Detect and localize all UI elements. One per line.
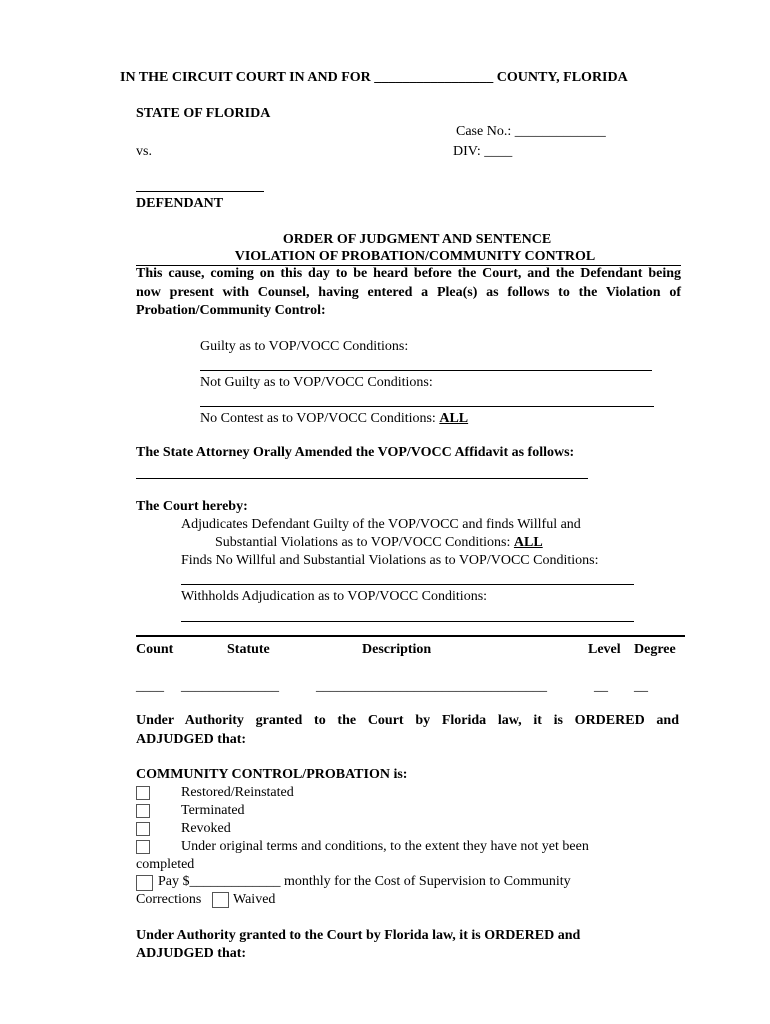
table-header-statute: Statute [227,642,270,657]
waived-label: Waived [233,892,276,907]
versus-label: vs. [136,144,152,159]
ordered-line-1: Under Authority granted to the Court by Florida law, it is ORDERED and [136,713,679,728]
defendant-label: DEFENDANT [136,196,224,211]
plea-guilty-line [200,370,652,371]
table-cell-description: _________________________________ [316,679,547,694]
plea-no-contest-label: No Contest as to VOP/VOCC Conditions: [200,411,440,426]
intro-line-1: This cause, coming on this day to be heard before the Court, and the Defendant being [136,266,681,281]
restored-label: Restored/Reinstated [181,785,294,800]
withholds-adjudication: Withholds Adjudication as to VOP/VOCC Conditions: [181,589,488,604]
corrections-label: Corrections [136,892,202,907]
adjudicates-line-2 [215,535,543,551]
plea-no-contest-value: ALL [439,411,469,426]
plea-not-guilty-line [200,406,654,407]
defendant-name-line [136,191,264,192]
adjudicates-line-1: Adjudicates Defendant Guilty of the VOP/VOCC and finds Willful and [181,517,581,532]
table-header-description: Description [362,642,432,657]
amended-line [136,478,588,479]
plaintiff-name: STATE OF FLORIDA [136,106,271,121]
document-title: ORDER OF JUDGMENT AND SENTENCE [282,232,552,247]
original-terms-label: Under original terms and conditions, to the extent they have not yet been [181,839,589,854]
revoked-checkbox[interactable] [136,822,150,836]
terminated-label: Terminated [181,803,245,818]
court-heading: IN THE CIRCUIT COURT IN AND FOR _________________ COUNTY, FLORIDA [120,70,628,85]
restored-checkbox[interactable] [136,786,150,800]
plea-guilty: Guilty as to VOP/VOCC Conditions: [200,339,409,354]
terminated-checkbox[interactable] [136,804,150,818]
original-terms-continued: completed [136,857,195,872]
table-header-level: Level [588,642,621,657]
original-terms-checkbox[interactable] [136,840,150,854]
finds-no-line [181,584,634,585]
amended-heading: The State Attorney Orally Amended the VOP/VOCC Affidavit as follows: [136,445,575,460]
ordered2-line-2: ADJUDGED that: [136,946,247,961]
table-cell-count: ____ [136,679,164,694]
table-header-count: Count [136,642,174,657]
plea-no-contest [200,411,468,427]
revoked-label: Revoked [181,821,231,836]
case-number: Case No.: _____________ [456,124,606,139]
table-cell-level: __ [594,679,608,694]
table-cell-statute: ______________ [181,679,279,694]
plea-not-guilty: Not Guilty as to VOP/VOCC Conditions: [200,375,433,390]
table-cell-degree: __ [634,679,648,694]
waived-checkbox[interactable] [212,892,229,908]
adjudicates-value: ALL [513,535,543,550]
pay-label: Pay $_____________ monthly for the Cost of Supervision to Community [158,874,571,889]
community-heading: COMMUNITY CONTROL/PROBATION is: [136,767,408,782]
table-header-degree: Degree [634,642,676,657]
withholds-line [181,621,634,622]
division-field: DIV: ____ [453,144,513,159]
intro-line-2: now present with Counsel, having entered a Plea(s) as follows to the Violation of [136,285,681,300]
document-subtitle: VIOLATION OF PROBATION/COMMUNITY CONTROL [234,249,596,264]
ordered2-line-1: Under Authority granted to the Court by Florida law, it is ORDERED and [136,928,581,943]
adjudicates-label: Substantial Violations as to VOP/VOCC Conditions: [215,535,514,550]
court-hereby-heading: The Court hereby: [136,499,248,514]
intro-line-3: Probation/Community Control: [136,303,326,318]
finds-no-violations: Finds No Willful and Substantial Violations as to VOP/VOCC Conditions: [181,553,599,568]
pay-checkbox[interactable] [136,875,153,891]
ordered-line-2: ADJUDGED that: [136,732,247,747]
table-top-rule [136,635,685,637]
